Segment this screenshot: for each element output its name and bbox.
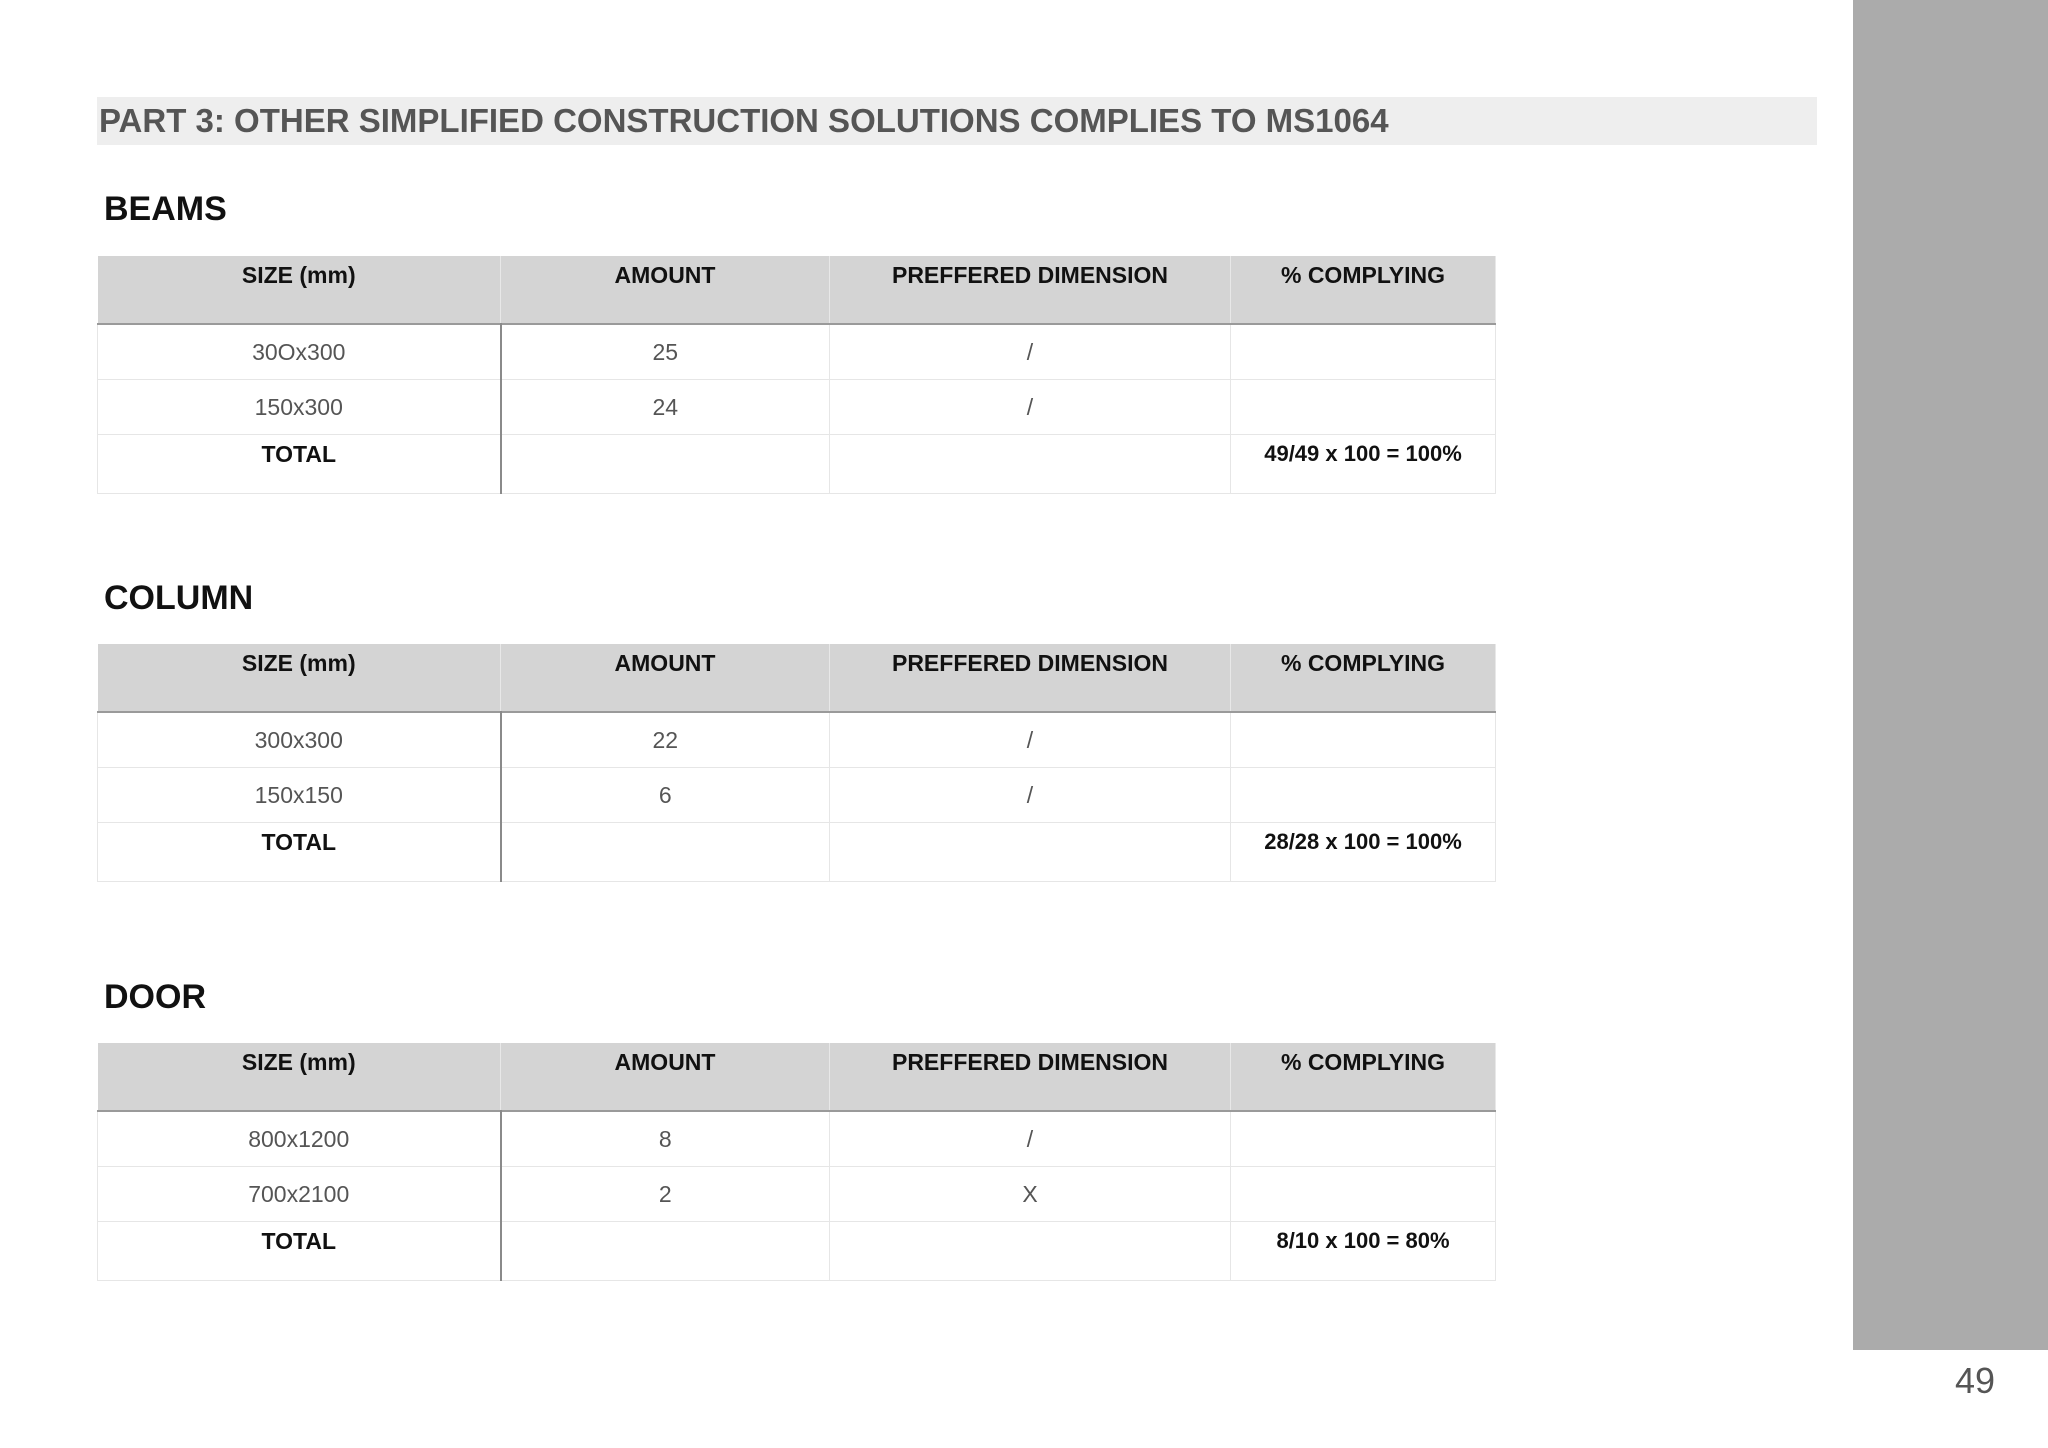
cell-size: 700x2100 <box>98 1167 501 1222</box>
cell-preferred: / <box>830 712 1231 768</box>
cell-preferred: / <box>830 1111 1231 1167</box>
table-row <box>98 324 1496 380</box>
section-title-column: COLUMN <box>104 579 254 617</box>
cell-preferred: / <box>830 324 1231 380</box>
section-title-door: DOOR <box>104 978 206 1016</box>
cell-preferred <box>830 435 1231 494</box>
total-label: TOTAL <box>98 1222 501 1281</box>
column-header-complying: % COMPLYING <box>1231 1043 1496 1111</box>
cell-amount <box>501 435 830 494</box>
cell-size: 800x1200 <box>98 1111 501 1167</box>
cell-complying <box>1231 1111 1496 1167</box>
cell-complying <box>1231 712 1496 768</box>
cell-complying <box>1231 1167 1496 1222</box>
total-row <box>98 823 1496 882</box>
cell-size: 150x150 <box>98 768 501 823</box>
total-label: TOTAL <box>98 435 501 494</box>
cell-size: 150x300 <box>98 380 501 435</box>
page-number: 49 <box>1954 1360 1996 1401</box>
cell-amount: 25 <box>501 324 830 380</box>
column-table <box>97 644 1496 882</box>
total-row <box>98 1222 1496 1281</box>
cell-preferred: X <box>830 1167 1231 1222</box>
table-row <box>98 380 1496 435</box>
cell-complying <box>1231 380 1496 435</box>
cell-amount <box>501 823 830 882</box>
total-result: 28/28 x 100 = 100% <box>1231 823 1496 882</box>
section-title-beams: BEAMS <box>104 190 227 228</box>
cell-amount: 22 <box>501 712 830 768</box>
cell-complying <box>1231 324 1496 380</box>
table-row <box>98 1111 1496 1167</box>
cell-amount: 6 <box>501 768 830 823</box>
column-header-size: SIZE (mm) <box>98 1043 501 1111</box>
side-color-bar <box>1853 0 2048 1350</box>
table-header-row <box>98 256 1496 324</box>
cell-preferred <box>830 823 1231 882</box>
cell-preferred: / <box>830 380 1231 435</box>
page-title: PART 3: OTHER SIMPLIFIED CONSTRUCTION SOLUTIONS COMPLIES TO MS1064 <box>97 97 1817 145</box>
total-row <box>98 435 1496 494</box>
column-header-amount: AMOUNT <box>501 644 830 712</box>
column-header-preferred-dimension: PREFFERED DIMENSION <box>830 644 1231 712</box>
table-row <box>98 1167 1496 1222</box>
cell-amount <box>501 1222 830 1281</box>
column-header-complying: % COMPLYING <box>1231 644 1496 712</box>
cell-complying <box>1231 768 1496 823</box>
door-table <box>97 1043 1496 1281</box>
column-header-preferred-dimension: PREFFERED DIMENSION <box>830 256 1231 324</box>
column-header-complying: % COMPLYING <box>1231 256 1496 324</box>
column-header-preferred-dimension: PREFFERED DIMENSION <box>830 1043 1231 1111</box>
beams-table <box>97 256 1496 494</box>
table-header-row <box>98 644 1496 712</box>
total-result: 49/49 x 100 = 100% <box>1231 435 1496 494</box>
table-header-row <box>98 1043 1496 1111</box>
total-result: 8/10 x 100 = 80% <box>1231 1222 1496 1281</box>
table-row <box>98 712 1496 768</box>
cell-amount: 8 <box>501 1111 830 1167</box>
column-header-size: SIZE (mm) <box>98 256 501 324</box>
column-header-size: SIZE (mm) <box>98 644 501 712</box>
cell-amount: 2 <box>501 1167 830 1222</box>
cell-size: 300x300 <box>98 712 501 768</box>
cell-amount: 24 <box>501 380 830 435</box>
total-label: TOTAL <box>98 823 501 882</box>
cell-preferred <box>830 1222 1231 1281</box>
table-row <box>98 768 1496 823</box>
column-header-amount: AMOUNT <box>501 1043 830 1111</box>
column-header-amount: AMOUNT <box>501 256 830 324</box>
cell-preferred: / <box>830 768 1231 823</box>
cell-size: 30Ox300 <box>98 324 501 380</box>
